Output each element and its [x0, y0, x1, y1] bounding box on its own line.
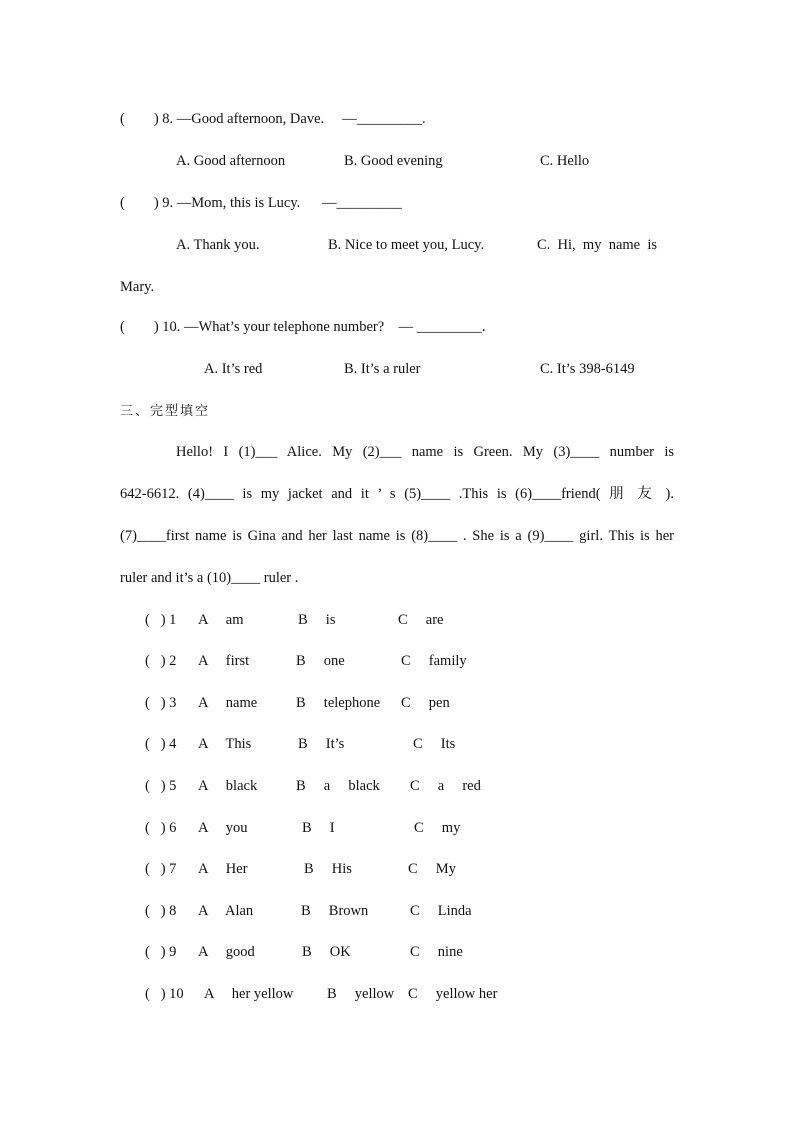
option-b: B is — [298, 612, 336, 628]
question-number: ( ) 4 — [145, 736, 177, 752]
question-number: ( ) 3 — [145, 695, 177, 711]
option-c: C My — [408, 861, 456, 877]
option-b: B yellow — [327, 986, 395, 1002]
option-c: C pen — [401, 695, 450, 711]
option-b: B Brown — [301, 903, 369, 919]
question-8-option-a: A. Good afternoon — [176, 153, 286, 169]
option-b: B It’s — [298, 736, 345, 752]
option-b: B OK — [302, 944, 351, 960]
option-a: A Her — [198, 861, 248, 877]
option-c: C family — [401, 653, 467, 669]
question-number: ( ) 8 — [145, 903, 177, 919]
question-8-stem: ( ) 8. —Good afternoon, Dave. —_________. — [120, 111, 426, 127]
section-heading-cloze: 三、完型填空 — [120, 404, 211, 419]
cloze-passage-line-1: Hello! I (1)___ Alice. My (2)___ name is Green. My (3)____ number is — [176, 444, 674, 460]
option-a: A This — [198, 736, 252, 752]
option-c: C yellow her — [408, 986, 498, 1002]
option-a: A am — [198, 612, 244, 628]
question-8-option-b: B. Good evening — [344, 153, 443, 169]
question-9-option-a: A. Thank you. — [176, 237, 260, 253]
question-number: ( ) 9 — [145, 944, 177, 960]
option-a: A first — [198, 653, 250, 669]
option-c: C Linda — [410, 903, 472, 919]
option-a: A Alan — [198, 903, 254, 919]
question-10-option-a: A. It’s red — [204, 361, 263, 377]
question-9-stem: ( ) 9. —Mom, this is Lucy. —_________ — [120, 195, 402, 211]
option-c: C are — [398, 612, 444, 628]
option-c: C my — [414, 820, 461, 836]
option-c: C Its — [413, 736, 456, 752]
option-a: A good — [198, 944, 255, 960]
question-9-option-c: C. Hi, my name is — [537, 237, 658, 253]
option-b: B telephone — [296, 695, 381, 711]
option-a: A you — [198, 820, 248, 836]
cloze-passage-line-4: ruler and it’s a (10)____ ruler . — [120, 570, 299, 586]
cloze-passage-line-3: (7)____first name is Gina and her last name is (8)____ . She is a (9)____ girl. This is her — [120, 528, 674, 544]
question-8-option-c: C. Hello — [540, 153, 590, 169]
option-b: B I — [302, 820, 335, 836]
option-a: A black — [198, 778, 258, 794]
option-b: B His — [304, 861, 352, 877]
question-10-option-b: B. It’s a ruler — [344, 361, 421, 377]
option-b: B one — [296, 653, 345, 669]
question-number: ( ) 2 — [145, 653, 177, 669]
option-c: C a red — [410, 778, 481, 794]
cloze-passage-line-2: 642-6612. (4)____ is my jacket and it ’ s (5)____ .This is (6)____friend( 朋 友 ). — [120, 486, 674, 502]
option-b: B a black — [296, 778, 380, 794]
question-number: ( ) 6 — [145, 820, 177, 836]
question-number: ( ) 10 — [145, 986, 184, 1002]
option-a: A her yellow — [204, 986, 294, 1002]
option-a: A name — [198, 695, 258, 711]
question-10-option-c: C. It’s 398-6149 — [540, 361, 635, 377]
option-c: C nine — [410, 944, 463, 960]
question-9-option-b: B. Nice to meet you, Lucy. — [328, 237, 485, 253]
question-number: ( ) 1 — [145, 612, 177, 628]
question-9-option-c-continuation: Mary. — [120, 279, 155, 295]
question-number: ( ) 7 — [145, 861, 177, 877]
question-10-stem: ( ) 10. —What’s your telephone number? — _________. — [120, 319, 486, 335]
question-number: ( ) 5 — [145, 778, 177, 794]
